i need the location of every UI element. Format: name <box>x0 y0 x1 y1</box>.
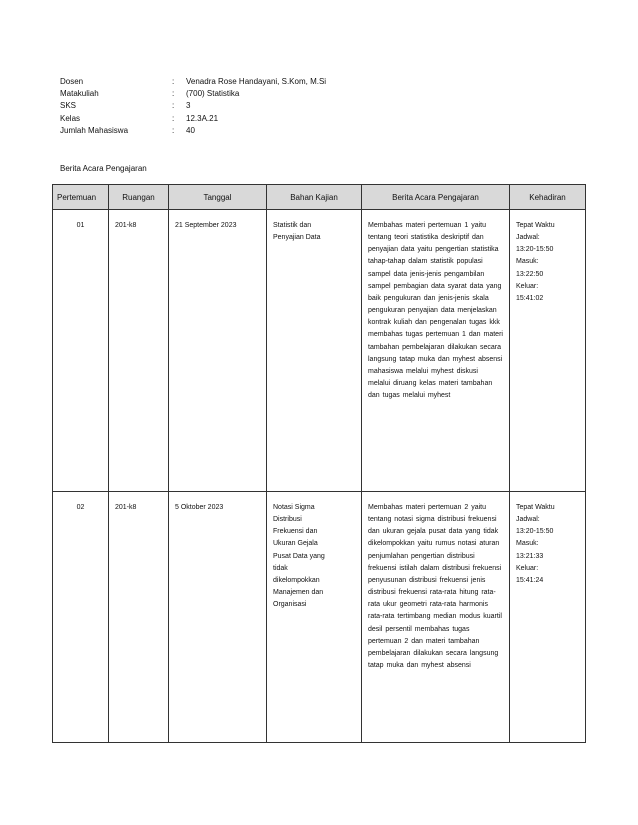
table-header-row <box>53 185 586 210</box>
cell-pertemuan: 02 <box>53 492 109 743</box>
info-row-kelas <box>60 113 326 125</box>
table-row <box>53 210 586 492</box>
cell-bahan-kajian: Statistik dan Penyajian Data <box>267 210 362 492</box>
berita-acara-table <box>52 184 586 743</box>
cell-kehadiran: Tepat Waktu Jadwal: 13:20-15:50 Masuk: 13:22:50 Keluar: 15:41:02 <box>510 210 586 492</box>
info-value: 40 <box>186 125 195 135</box>
info-row-jumlah-mahasiswa <box>60 125 326 137</box>
cell-berita-acara: Membahas materi pertemuan 2 yaitu tentang notasi sigma distribusi frekuensi dan ukuran gejala pusat data yang tidak dikelompokkan yaitu rumus notasi aturan penjumlahan pengertian distribusi frekuensi istilah dalam distribusi frekuensi penyusunan distribusi frekuensi jenis distribusi frekuensi rata-rata hitung rata-rata ukur geometri rata-rata harmonis rata-rata tertimbang median modus kuartil desil persentil membahas tugas pertemuan 2 dan materi tambahan pembelajaran dilakukan secara langsung tatap muka dan myhest absensi <box>362 492 510 743</box>
info-colon: : <box>172 113 175 123</box>
info-row-dosen <box>60 76 326 88</box>
info-colon: : <box>172 89 175 99</box>
header-berita-acara: Berita Acara Pengajaran <box>362 185 510 210</box>
info-label: Dosen <box>60 77 84 86</box>
cell-pertemuan: 01 <box>53 210 109 492</box>
info-row-matakuliah <box>60 88 326 100</box>
info-colon: : <box>172 125 175 135</box>
cell-tanggal: 5 Oktober 2023 <box>169 492 267 743</box>
header-bahan-kajian: Bahan Kajian <box>267 185 362 210</box>
cell-tanggal: 21 September 2023 <box>169 210 267 492</box>
header-pertemuan: Pertemuan <box>53 185 109 210</box>
info-label: Jumlah Mahasiswa <box>60 125 129 135</box>
cell-bahan-kajian: Notasi Sigma Distribusi Frekuensi dan Ukuran Gejala Pusat Data yang tidak dikelompokkan Manajemen dan Organisasi <box>267 492 362 743</box>
header-ruangan: Ruangan <box>109 185 169 210</box>
info-label: Kelas <box>60 113 81 123</box>
info-label: SKS <box>60 101 77 111</box>
table-row <box>53 492 586 743</box>
cell-ruangan: 201-k8 <box>109 492 169 743</box>
info-value: Venadra Rose Handayani, S.Kom, M.Si <box>186 77 327 86</box>
info-label: Matakuliah <box>60 89 99 99</box>
cell-ruangan: 201-k8 <box>109 210 169 492</box>
info-value: 12.3A.21 <box>186 113 219 123</box>
info-colon: : <box>172 101 175 111</box>
cell-kehadiran: Tepat Waktu Jadwal: 13:20-15:50 Masuk: 13:21:33 Keluar: 15:41:24 <box>510 492 586 743</box>
info-row-sks <box>60 100 326 112</box>
info-colon: : <box>172 77 175 86</box>
info-value: (700) Statistika <box>186 89 240 99</box>
course-info <box>60 76 326 137</box>
cell-berita-acara: Membahas materi pertemuan 1 yaitu tentang teori statistika deskriptif dan penyajian data yaitu pengertian statistika tahap-tahap dalam statistik populasi sampel data jenis-jenis pengambilan sampel pembagian data syarat data yang baik pengukuran dan jenis-jenis skala pengukuran penyajian data menjelaskan kontrak kuliah dan pengenalan tugas kkk membahas tugas pertemuan 1 dan materi tambahan pembelajaran dilakukan secara langsung tatap muka dan myhest absensi mahasiswa melalui myhest diskusi melalui diruang kelas materi tambahan dan tugas melalui myhest <box>362 210 510 492</box>
header-kehadiran: Kehadiran <box>510 185 586 210</box>
info-value: 3 <box>186 101 191 111</box>
header-tanggal: Tanggal <box>169 185 267 210</box>
section-title: Berita Acara Pengajaran <box>60 164 147 173</box>
